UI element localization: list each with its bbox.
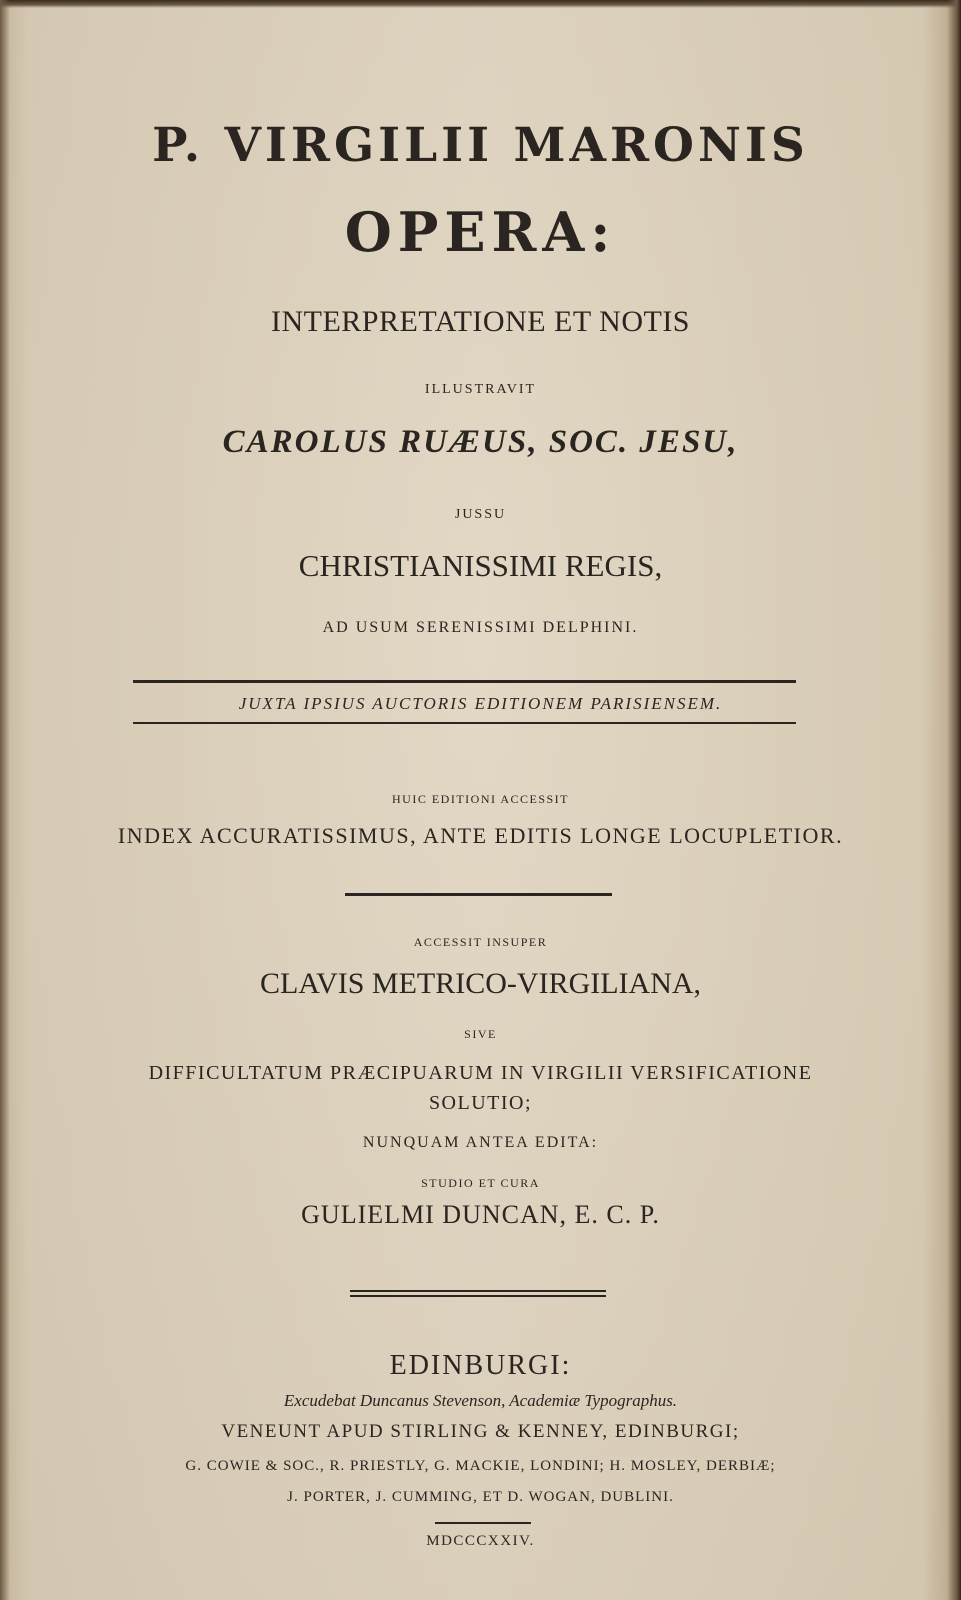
rule-top-juxta [133,680,796,683]
nunquam-line: NUNQUAM ANTEA EDITA: [362,1134,599,1151]
title-author: P. VIRGILII MARONIS [152,118,809,173]
ad-usum-line: AD USUM SERENISSIMI DELPHINI. [322,619,639,636]
index-line: INDEX ACCURATISSIMUS, ANTE EDITIS LONGE LOCUPLETIOR. [117,823,844,848]
gulielmi-line: GULIELMI DUNCAN, E. C. P. [301,1200,660,1229]
sive-line: SIVE [464,1027,497,1041]
difficultatum-line: DIFFICULTATUM PRÆCIPUARUM IN VIRGILII VERSIFICATIONE [148,1062,813,1084]
rule-double-top [350,1290,606,1292]
title-opera: OPERA: [344,200,617,264]
clavis-line: CLAVIS METRICO-VIRGILIANA, [259,967,702,1000]
juxta-line: JUXTA IPSIUS AUCTORIS EDITIONEM PARISIENSEM. [238,694,723,713]
illustravit-line: ILLUSTRAVIT [424,382,537,397]
imprint-porter: J. PORTER, J. CUMMING, ET D. WOGAN, DUBLINI. [287,1489,674,1505]
carolus-line: CAROLUS RUÆUS, SOC. JESU, [222,424,739,460]
studio-line: STUDIO ET CURA [421,1176,540,1190]
imprint-city: EDINBURGI: [389,1350,572,1381]
rule-middle [345,893,612,896]
jussu-line: JUSSU [454,507,507,522]
solutio-line: SOLUTIO; [428,1092,533,1114]
imprint-printer: Excudebat Duncanus Stevenson, Academiæ Typographus. [283,1391,678,1410]
imprint-veneunt: VENEUNT APUD STIRLING & KENNEY, EDINBURGI; [221,1421,740,1442]
imprint-date: MDCCCXXIV. [426,1533,535,1549]
page-top-edge [0,0,961,8]
interpretatione-line: INTERPRETATIONE ET NOTIS [270,305,690,338]
rule-double-bottom [350,1295,606,1297]
christianissimi-line: CHRISTIANISSIMI REGIS, [298,548,663,583]
rule-date [435,1522,531,1524]
accessit-line: ACCESSIT INSUPER [413,935,548,949]
huic-line: HUIC EDITIONI ACCESSIT [392,792,569,806]
imprint-cowie: G. COWIE & SOC., R. PRIESTLY, G. MACKIE, LONDINI; H. MOSLEY, DERBIÆ; [185,1458,776,1474]
rule-bottom-juxta [133,722,796,724]
